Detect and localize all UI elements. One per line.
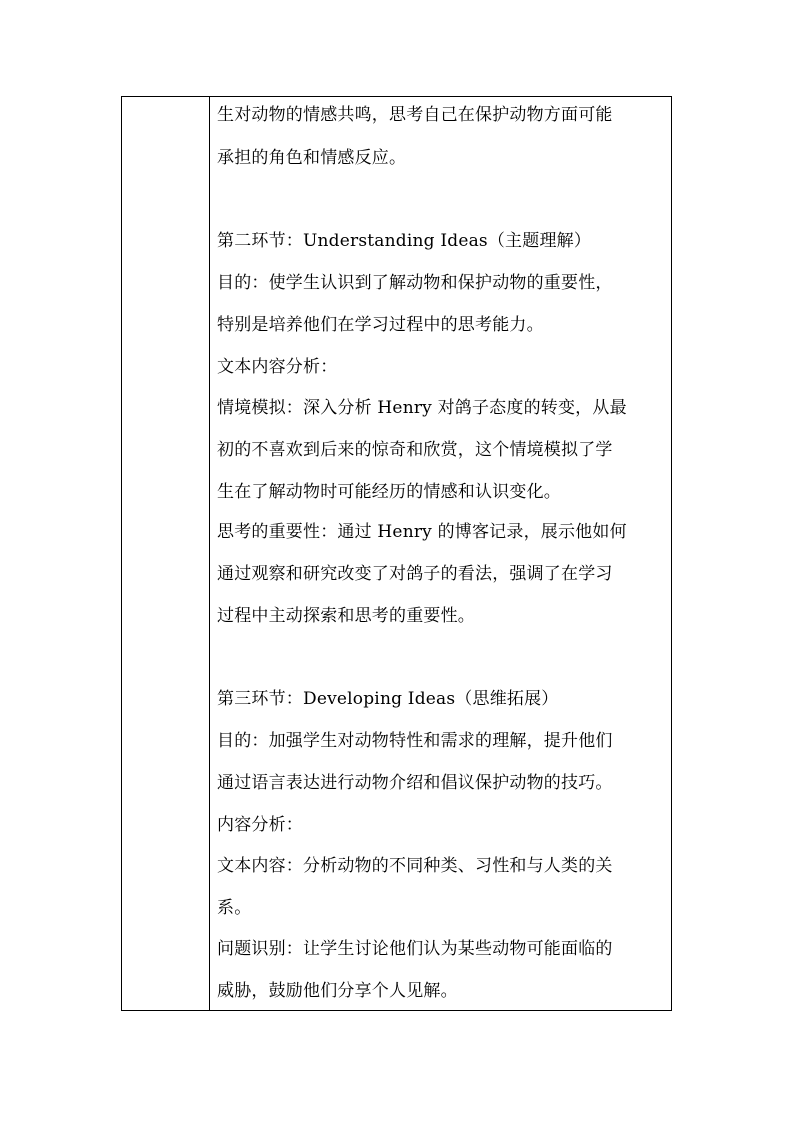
text-line: 目的：加强学生对动物特性和需求的理解，提升他们 <box>217 731 613 751</box>
text-line: 通过观察和研究改变了对鸽子的看法，强调了在学习 <box>217 564 613 584</box>
text-line: 特别是培养他们在学习过程中的思考能力。 <box>217 315 544 335</box>
text-line: 过程中主动探索和思考的重要性。 <box>217 606 475 626</box>
section-heading-2: 第二环节：Understanding Ideas（主题理解） <box>217 231 592 251</box>
section-heading-3: 第三环节：Developing Ideas（思维拓展） <box>217 689 559 709</box>
document-table <box>121 96 672 1011</box>
text-line: 系。 <box>217 898 252 918</box>
text-line: 内容分析： <box>217 815 303 835</box>
text-line: 通过语言表达进行动物介绍和倡议保护动物的技巧。 <box>217 773 613 793</box>
table-left-column <box>122 97 210 1010</box>
text-line: 初的不喜欢到后来的惊奇和欣赏，这个情境模拟了学 <box>217 440 613 460</box>
text-line: 思考的重要性：通过 Henry 的博客记录，展示他如何 <box>217 522 627 542</box>
table-content-cell <box>210 97 671 1010</box>
text-line: 生对动物的情感共鸣，思考自己在保护动物方面可能 <box>217 105 613 125</box>
text-line: 威胁，鼓励他们分享个人见解。 <box>217 981 458 1001</box>
text-line: 情境模拟：深入分析 Henry 对鸽子态度的转变，从最 <box>217 398 627 418</box>
text-line: 文本内容：分析动物的不同种类、习性和与人类的关 <box>217 856 613 876</box>
text-line: 承担的角色和情感反应。 <box>217 148 407 168</box>
text-line: 问题识别：让学生讨论他们认为某些动物可能面临的 <box>217 939 613 959</box>
text-line: 生在了解动物时可能经历的情感和认识变化。 <box>217 482 561 502</box>
text-line: 文本内容分析： <box>217 357 338 377</box>
text-line: 目的：使学生认识到了解动物和保护动物的重要性， <box>217 273 613 293</box>
